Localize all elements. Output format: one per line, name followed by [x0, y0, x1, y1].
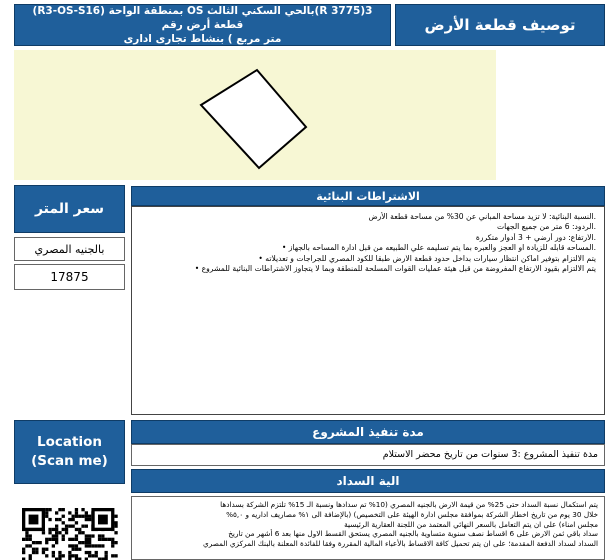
currency-label: بالجنيه المصري [14, 237, 125, 261]
payment-header: الية السداد [131, 469, 605, 493]
payment-line: خلال 30 يوم من تاريخ اخطار الشركة بموافقة مجلس ادارة الهيئة على التخصيص) (بالإضافة الى ١% مصاريف اداريه و ٥,٠% [226, 509, 598, 519]
location-qr-code[interactable] [20, 506, 120, 560]
condition-line: يتم الالتزام بقيود الارتفاع المفروضة من قبل هيئة عمليات القوات المسلحة للمنطقة وبما لا يتجاوز الاشتراطات البنائية للمشروع • [194, 264, 596, 274]
condition-line: يتم الالتزام بتوفير اماكن انتظار سيارات بداخل حدود قطعة الارض طبقا للكود المصري للجراجات و تعديلاته • [258, 253, 596, 263]
section-title: توصيف قطعة الأرض [395, 4, 605, 46]
payment-box [131, 496, 605, 560]
conditions-header: الاشتراطات البنائية [131, 186, 605, 206]
conditions-box [131, 206, 605, 415]
payment-line: سداد باقي ثمن الارض على 6 اقساط نصف سنوية متساوية بالجنيه المصري يستحق القسط الاول منها بعد 6 أشهر من تاريخ [228, 529, 598, 539]
duration-header: مدة تنفيذ المشروع [131, 420, 605, 444]
price-header: سعر المتر [14, 185, 125, 233]
condition-line: .النسبة البنائية: لا تزيد مساحة المباني عن 30% من مساحة قطعة الأرض [368, 212, 596, 221]
payment-line: السداد لسداد الدفعة المقدمة؛ على ان يتم تحميل كافة الاقساط بالأعباء المالية المقررة وفقا للفائدة المعلنة بالبنك المركزي المصري [202, 539, 598, 549]
location-label: Location [37, 434, 102, 450]
plot-map [14, 50, 496, 180]
scan-me-label: (Scan me) [31, 453, 108, 469]
price-value: 17875 [14, 264, 125, 290]
land-title-line1: 3(3775 R)بالحي السكني الثالث OS بمنطقة الواحة (R3-OS-S16) قطعة أرض رقم [32, 5, 373, 31]
duration-text: مدة تنفيذ المشروع :3 سنوات من تاريخ محضر الاستلام [131, 444, 605, 466]
land-title-line2: متر مربع ) بنشاط تجارى ادارى [123, 33, 282, 45]
payment-line: مجلس امناء) على ان يتم التعامل بالسعر النهائي المعتمد من اللجنة العقارية الرئيسية [344, 519, 598, 529]
plot-polygon [201, 70, 306, 168]
plot-outline-drawing [14, 50, 496, 180]
land-title [14, 4, 391, 46]
payment-line: يتم استكمال نسبة السداد حتى 25% من قيمة الارض بالجنيه المصري (10% تم سدادها ونسبة الـ 15% تلتزم الشركة بسدادها [220, 500, 598, 509]
qr-code-icon [20, 506, 120, 560]
condition-line: .الارتفاع: دور أرضي + 3 أدوار متكررة [475, 232, 596, 242]
condition-line: .الردود: 6 متر من جميع الجهات [496, 222, 596, 232]
location-header [14, 420, 125, 484]
condition-line: .المساحه قابله للزيادة او العجز والعبره بما يتم تسليمه علي الطبيعه من قبل ادارة المساحه بالجهاز • [281, 243, 596, 253]
